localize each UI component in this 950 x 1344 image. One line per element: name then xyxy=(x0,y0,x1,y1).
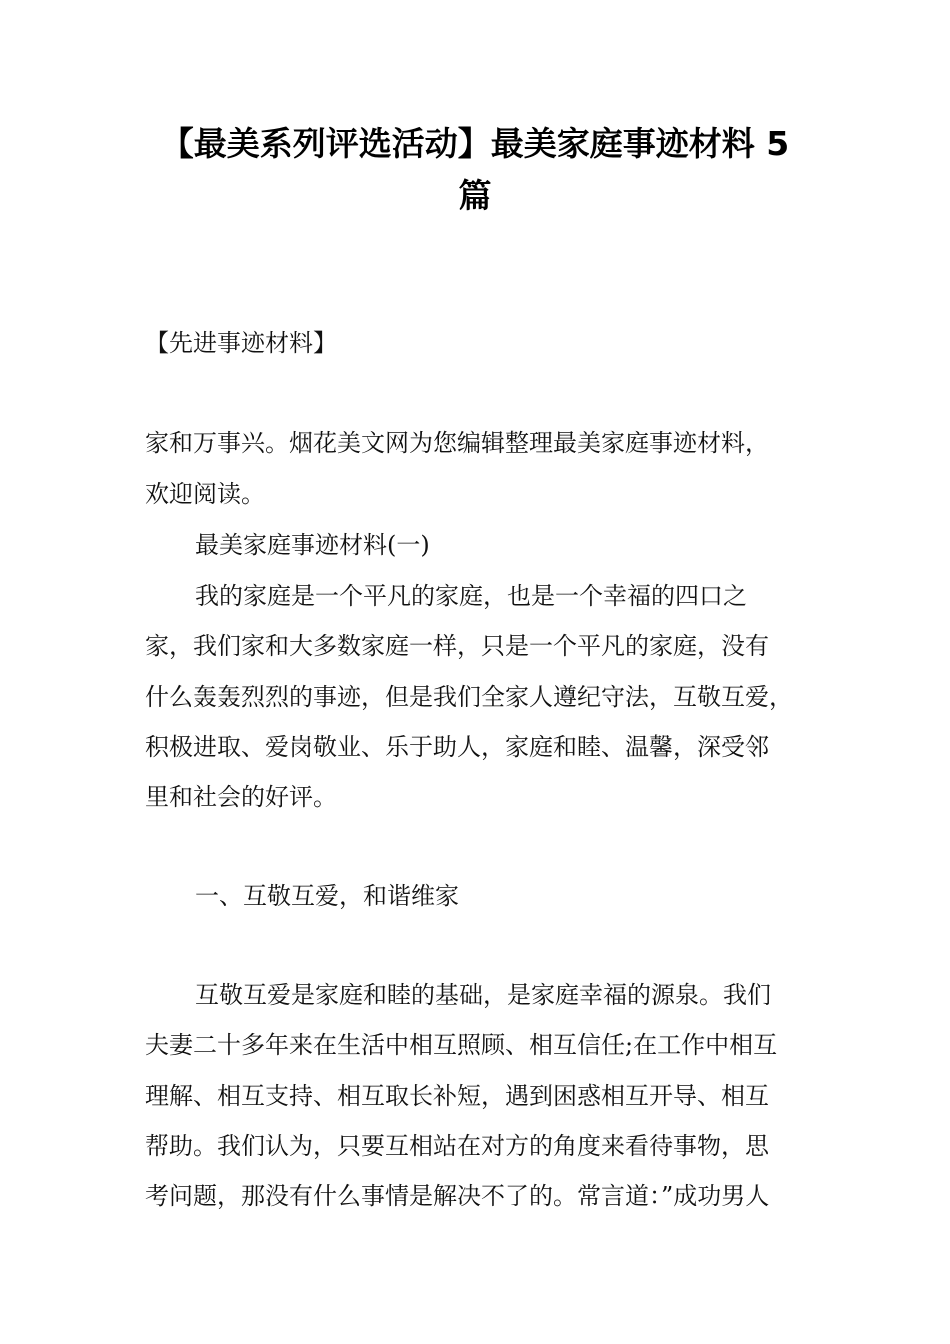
body-line: 积极进取、爱岗敬业、乐于助人，家庭和睦、温馨，深受邻 xyxy=(145,733,769,761)
body-line: 我的家庭是一个平凡的家庭，也是一个幸福的四口之 xyxy=(195,582,747,610)
body-line: 什么轰轰烈烈的事迹，但是我们全家人遵纪守法，互敬互爱， xyxy=(145,683,793,711)
category-label: 【先进事迹材料】 xyxy=(145,329,337,357)
body-line: 互敬互爱是家庭和睦的基础，是家庭幸福的源泉。我们 xyxy=(195,981,771,1009)
body-line: 考问题，那没有什么事情是解决不了的。常言道：”成功男人 xyxy=(145,1182,770,1210)
document-title-line-2: 篇 xyxy=(458,176,492,215)
body-line: 里和社会的好评。 xyxy=(145,783,337,811)
subsection-heading: 一、互敬互爱，和谐维家 xyxy=(195,882,459,910)
section-heading: 最美家庭事迹材料(一) xyxy=(195,531,430,559)
body-line: 家，我们家和大多数家庭一样，只是一个平凡的家庭，没有 xyxy=(145,632,769,660)
body-line: 帮助。我们认为，只要互相站在对方的角度来看待事物，思 xyxy=(145,1132,769,1160)
intro-line: 欢迎阅读。 xyxy=(145,480,265,508)
body-line: 理解、相互支持、相互取长补短，遇到困惑相互开导、相互 xyxy=(145,1082,769,1110)
intro-line: 家和万事兴。烟花美文网为您编辑整理最美家庭事迹材料， xyxy=(145,429,769,457)
document-title-line-1: 【最美系列评选活动】最美家庭事迹材料 5 xyxy=(160,124,790,163)
body-line: 夫妻二十多年来在生活中相互照顾、相互信任;在工作中相互 xyxy=(145,1031,778,1059)
